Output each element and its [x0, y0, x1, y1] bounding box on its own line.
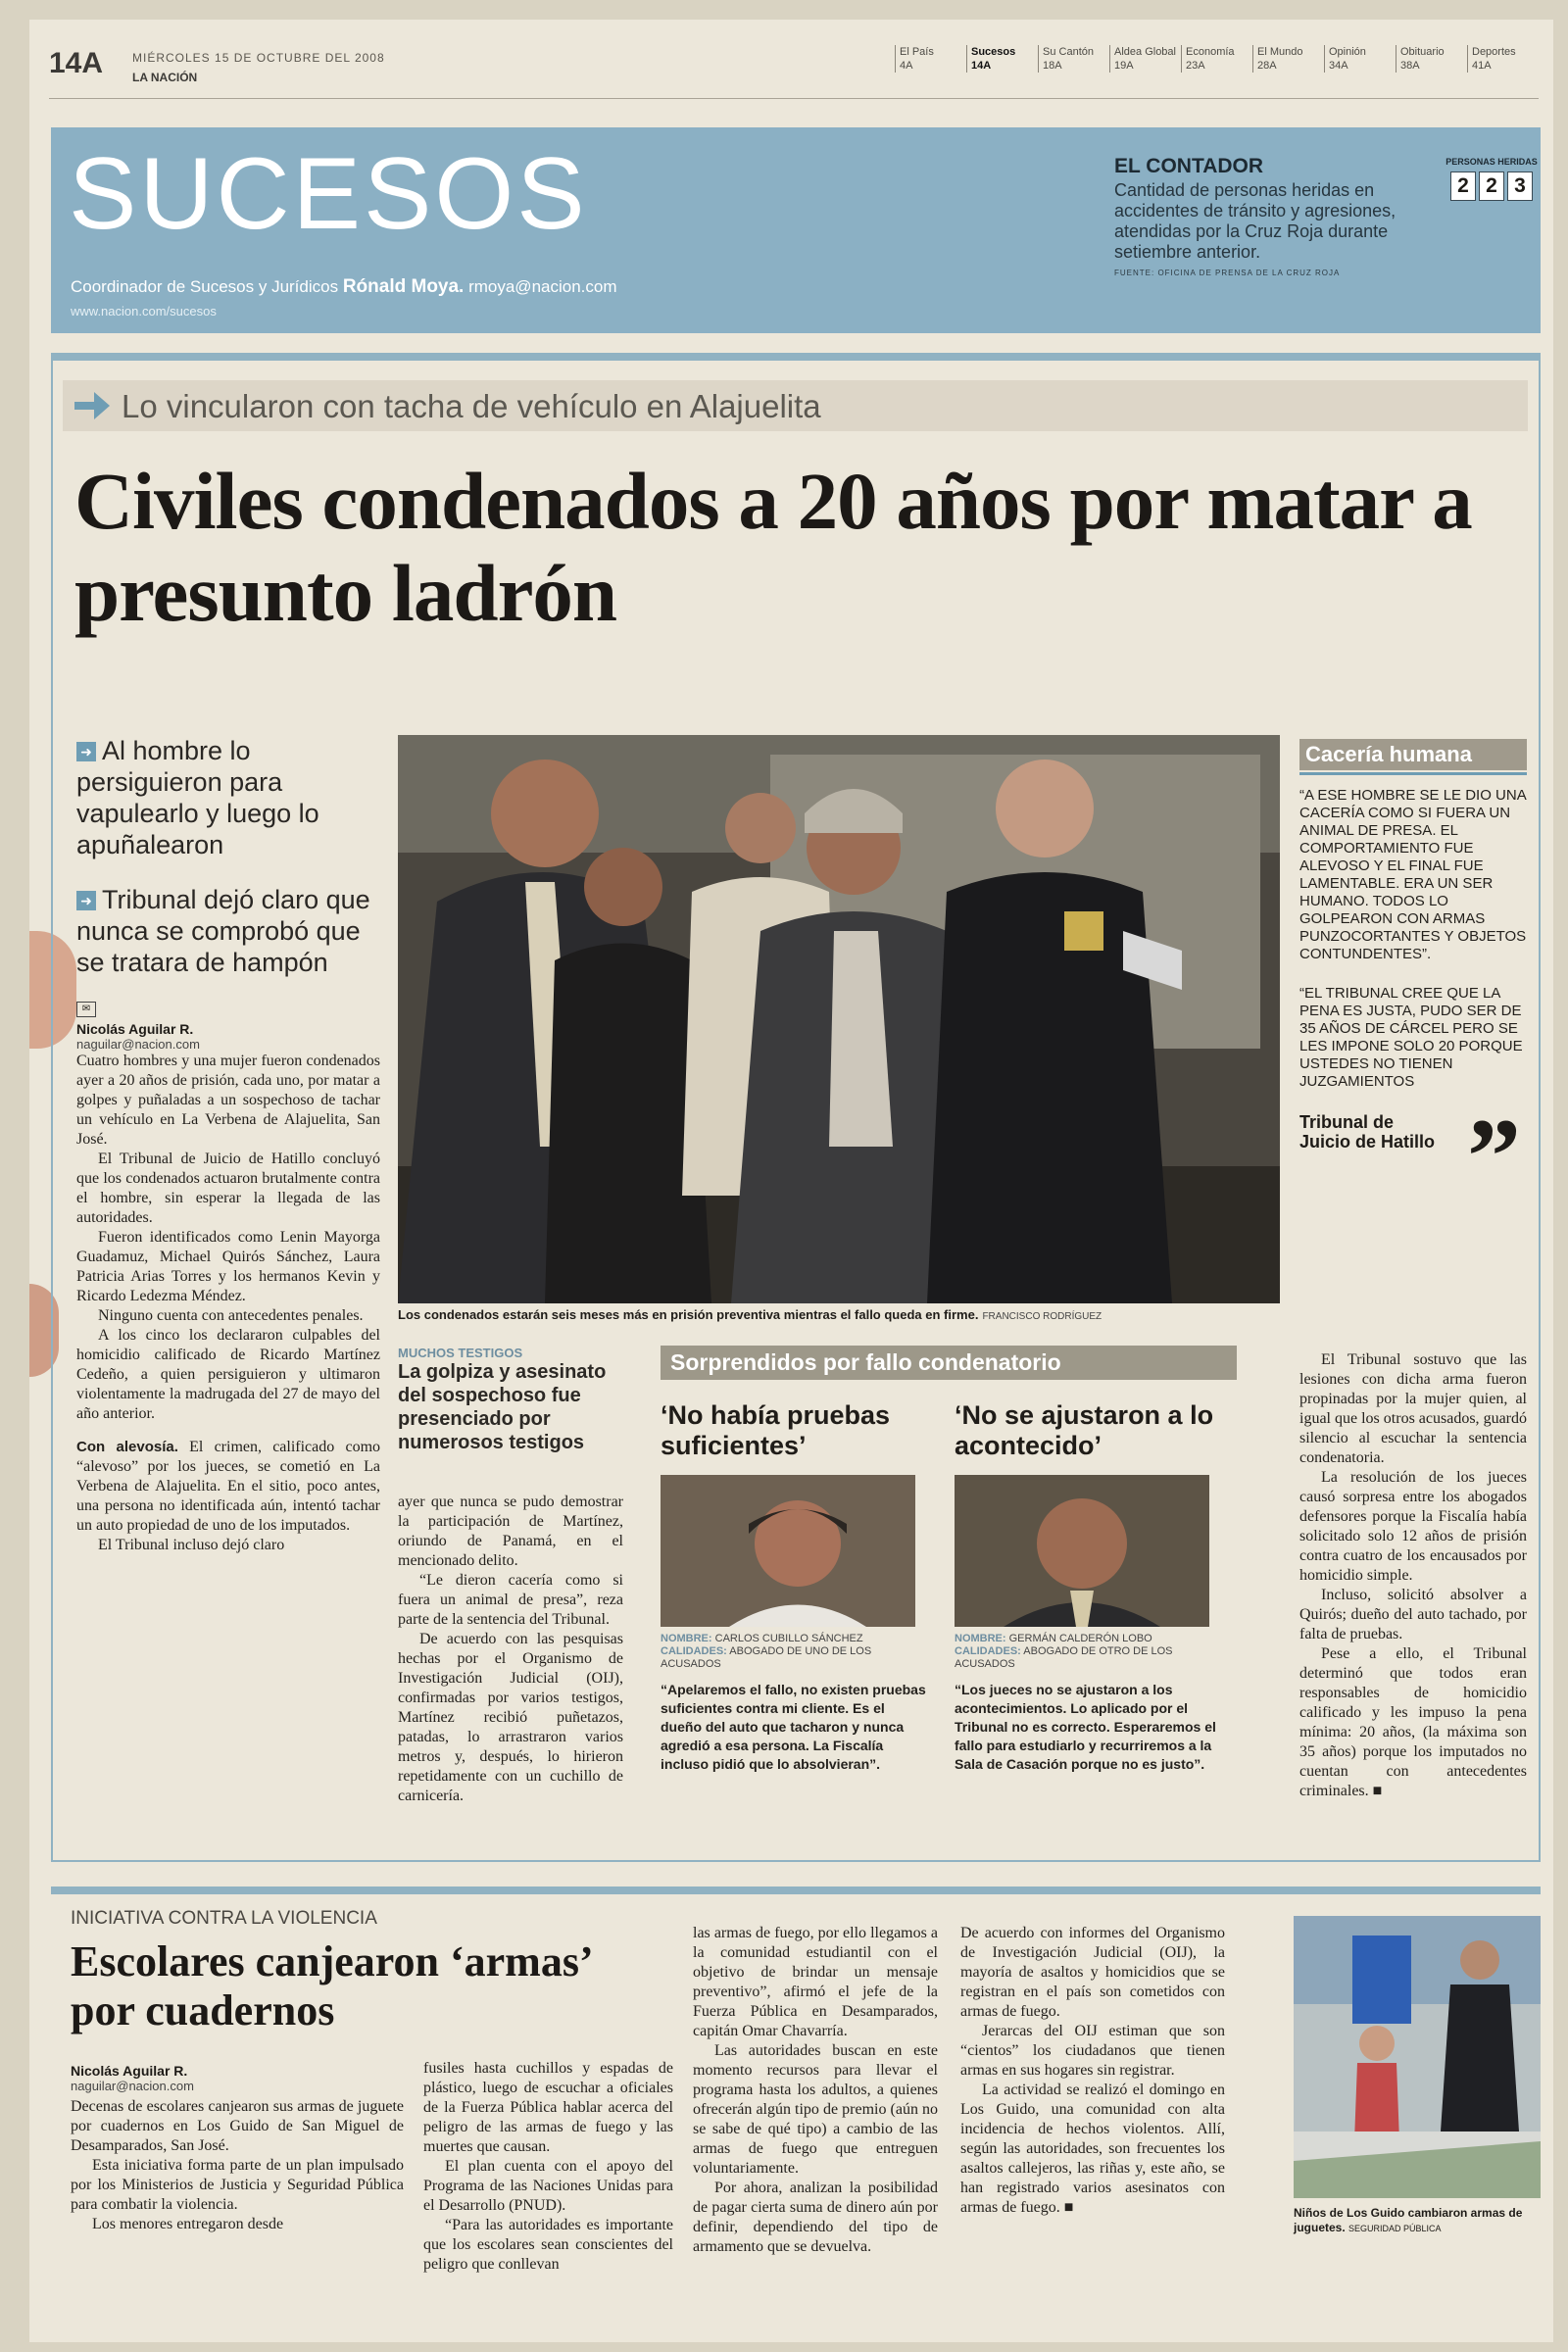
quote-mark-icon: ” [1467, 1097, 1521, 1216]
kicker-bar [63, 380, 1528, 431]
lawyer-statement: “Apelaremos el fallo, no existen pruebas suficientes contra mi cliente. Es el dueño del auto que tacharon y nunca agredió a esa persona. La Fiscalía incluso pidió que lo absolvieran”. [661, 1682, 926, 1772]
top-bar [49, 39, 1539, 99]
story-column: Nicolás Aguilar R. naguilar@nacion.com Decenas de escolares canjearon sus armas de juguete por cuadernos en Los Guido de San Miguel de Desamparados, San José. Esta iniciativa forma parte de un plan impulsado por los Ministerios de Justicia y Seguridad Pública para combatir la violencia. Los menores entregaron desde [71, 2063, 404, 2232]
author-email: naguilar@nacion.com [76, 1037, 200, 1052]
testigos-box [398, 1346, 623, 1454]
contador-box [1114, 155, 1428, 277]
counter-label: PERSONAS HERIDAS [1446, 157, 1538, 167]
testigos-text: La golpiza y asesinato del sospechoso fue presenciado por numerosos testigos [398, 1361, 607, 1453]
byline: Nicolás Aguilar R. [76, 1021, 194, 1037]
photo-credit: FRANCISCO RODRÍGUEZ [982, 1311, 1102, 1322]
pull-quote: “EL TRIBUNAL CREE QUE LA PENA ES JUSTA, PUDO SER DE 35 AÑOS DE CÁRCEL PERO SE LES IMPONE SOLO 20 PORQUE USTEDES NO TIENEN JUZGAMIENTOS [1299, 985, 1523, 1090]
section-index-item: Deportes 41A [1467, 45, 1539, 73]
fallo-box [661, 1346, 1237, 1860]
section-index-item: Opinión 34A [1324, 45, 1396, 73]
photo-caption: Los condenados estarán seis meses más en prisión preventiva mientras el fallo queda en firme. FRANCISCO RODRÍGUEZ [398, 1307, 1102, 1322]
section-index-item: Su Cantón 18A [1038, 45, 1109, 73]
main-story [51, 353, 1541, 1862]
author-email: naguilar@nacion.com [71, 2079, 194, 2093]
coordinator-line: Coordinador de Sucesos y Jurídicos Rónald Moya. rmoya@nacion.com [71, 276, 617, 297]
fallo-title: Sorprendidos por fallo condenatorio [661, 1346, 1237, 1380]
bullet-arrow-icon: ➜ [76, 742, 96, 761]
bullet-arrow-icon: ➜ [76, 891, 96, 910]
sidebar-title: Cacería humana [1299, 739, 1527, 770]
photo-credit: SEGURIDAD PÚBLICA [1348, 2224, 1442, 2233]
photo-caption: Niños de Los Guido cambiaron armas de juguetes. SEGURIDAD PÚBLICA [1294, 2206, 1523, 2234]
section-index-item: El Mundo 28A [1252, 45, 1324, 73]
section-web-link: www.nacion.com/sucesos [71, 304, 217, 318]
story-column: fusiles hasta cuchillos y espadas de plástico, luego de escuchar a oficiales de la Fuerza Pública hablar acerca del peligro de las armas de fuego y las muertes que causan. El plan cuenta con el apoyo del Programa de las Naciones Unidas para el Desarrollo (PNUD). “Para las autoridades es importante que los escolares sean conscientes del peligro que conllevan [423, 2060, 673, 2273]
section-title: SUCESOS [69, 137, 588, 251]
pull-quote: “A ESE HOMBRE SE LE DIO UNA CACERÍA COMO SI FUERA UN ANIMAL DE PRESA. EL COMPORTAMIENTO FUE ALEVOSO Y EL FINAL FUE LAMENTABLE. ERA UN SER HUMANO. TODOS LO GOLPEARON CON ARMAS PUNZOCORTANTES Y OBJETOS CONTUNDENTES”. [1299, 787, 1527, 962]
story-kicker: Lo vincularon con tacha de vehículo en Alajuelita [122, 388, 821, 424]
quote-source: Tribunal de Juicio de Hatillo [1299, 1112, 1436, 1152]
section-index-item: Sucesos 14A [966, 45, 1038, 73]
section-index-item: Obituario 38A [1396, 45, 1467, 73]
court-photo [398, 735, 1280, 1303]
lawyer-meta: NOMBRE: GERMÁN CALDERÓN LOBO CALIDADES: ABOGADO DE OTRO DE LOS ACUSADOS [955, 1633, 1173, 1670]
email-icon: ✉ [76, 1002, 96, 1017]
sidebar-caceria [1299, 739, 1527, 1216]
testigos-heading: MUCHOS TESTIGOS [398, 1346, 523, 1360]
counter-digit: 2 [1479, 172, 1504, 201]
subhead: Con alevosía. [76, 1439, 178, 1455]
counter-digit: 2 [1450, 172, 1476, 201]
byline: Nicolás Aguilar R. [71, 2063, 188, 2079]
paper-name: LA NACIÓN [132, 71, 198, 84]
page-number: 14A [49, 47, 104, 79]
story-middle-column: ayer que nunca se pudo demostrar la participación de Martínez, oriundo de Panamá, en el mencionado delito. “Le dieron cacería como si fuera un animal de presa”, reza parte de la sentencia del Tribunal. De acuerdo con las pesquisas hechas por el Organismo de Investigación Judicial (OIJ), confirmadas por varios testigos, Martínez recibió puñetazos, patadas, lo arrastraron varios metros y, después, lo hirieron repetidamente con un cuchillo de carnicería. [398, 1494, 623, 1804]
counter-digit: 3 [1507, 172, 1533, 201]
story-left-column [76, 735, 380, 1555]
lawyer-quote-head: ‘No había pruebas suficientes’ [661, 1400, 891, 1460]
contador-description: Cantidad de personas heridas en accidentes de tránsito y agresiones, atendidas por la Cruz Roja durante setiembre anterior. [1114, 180, 1396, 262]
lawyer-quote [661, 1400, 929, 1774]
contador-source: FUENTE: OFICINA DE PRENSA DE LA CRUZ ROJA [1114, 269, 1341, 277]
summary-bullet: ➜ Tribunal dejó claro que nunca se comprobó que se tratara de hampón [76, 885, 370, 977]
section-index-item: Aldea Global 19A [1109, 45, 1181, 73]
story-column: las armas de fuego, por ello llegamos a la comunidad estudiantil con el objetivo de brindar un mensaje preventivo”, afirmó el jefe de la Fuerza Pública en Desamparados, capitán Omar Chavarría. Las autoridades buscan en este momento recursos para llevar el programa hasta los adultos, a quienes ofrecerán algún tipo de premio (aún no se sabe de qué tipo) a cambio de las armas de fuego que entreguen voluntariamente. Por ahora, analizan la posibilidad de pagar cierta suma de dinero aún por definir, dependiendo del tipo de armamento que se devuelva. [693, 1925, 938, 2255]
dateline: MIÉRCOLES 15 DE OCTUBRE DEL 2008 [132, 51, 385, 65]
lawyer-meta: NOMBRE: CARLOS CUBILLO SÁNCHEZ CALIDADES: ABOGADO DE UNO DE LOS ACUSADOS [661, 1633, 872, 1670]
lawyer-photo [661, 1475, 915, 1627]
section-index-item: Economía 23A [1181, 45, 1252, 73]
lawyer-statement: “Los jueces no se ajustaron a los acontecimientos. Lo aplicado por el Tribunal no es correcto. Esperaremos el fallo para estudiarlo y recurriremos a la Sala de Casación porque no es justo”. [955, 1682, 1216, 1772]
children-photo [1294, 1916, 1541, 2198]
arrow-right-icon [73, 388, 112, 423]
story-column: De acuerdo con informes del Organismo de Investigación Judicial (OIJ), la mayoría de asaltos y homicidios que se registran en el país son cometidos con armas de fuego. Jerarcas del OIJ estiman que son “cientos” los ciudadanos que tienen armas en sus hogares sin registrar. La actividad se realizó el domingo en Los Guido, una comunidad con alta incidencia de hechos violentos. Allí, según las autoridades, son frecuentes los asaltos callejeros, las riñas y, este año, se han registrado varios asesinatos con armas de fuego. ■ [960, 1925, 1225, 2216]
story-headline: Civiles condenados a 20 años por matar a presunto ladrón [74, 456, 1472, 638]
summary-bullet: ➜ Al hombre lo persiguieron para vapulearlo y luego lo apuñalearon [76, 736, 319, 859]
story-headline: Escolares canjearon ‘armas’ por cuadernos [71, 1937, 591, 2034]
newspaper-page [29, 20, 1553, 2342]
story-body: Cuatro hombres y una mujer fueron condenados ayer a 20 años de prisión, cada uno, por matar a golpes y puñaladas a un sospechoso de tachar un vehículo en La Verbena de Alajuelita, San José. El Tribunal de Juicio de Hatillo concluyó que los condenados actuaron brutalmente contra el hombre, sin esperar la llegada de las autoridades. Fueron identificados como Lenin Mayorga Guadamuz, Michael Quirós Sánchez, Laura Patricia Arias Torres y los hermanos Kevin y Ricardo Ledezma Méndez. Ninguno cuenta con antecedentes penales. A los cinco los declararon culpables del homicidio calificado de Ricardo Martínez Cedeño, a quien persiguieron y ultimaron violentamente la madrugada del 27 de mayo del año anterior. Con alevosía. El crimen, calificado como “alevoso” por los jueces, se cometió en La Verbena de Alajuelita. En el sitio, poco antes, una persona no identificada aún, intentó tachar un auto propiedad de uno de los imputados. El Tribunal incluso dejó claro [76, 1053, 381, 1553]
section-index [895, 45, 1539, 73]
divider [1299, 772, 1527, 775]
section-index-item: El País 4A [895, 45, 966, 73]
lawyer-photo [955, 1475, 1209, 1627]
lawyer-quote [955, 1400, 1223, 1774]
secondary-story [51, 1886, 1541, 2342]
section-masthead [51, 127, 1541, 333]
story-right-column: El Tribunal sostuvo que las lesiones con dicha arma fueron propinadas por la mujer quien, al igual que los otros acusados, guardó silencio al escuchar la sentencia condenatoria. La resolución de los jueces causó sorpresa entre los abogados defensores porque la Fiscalía había solicitado solo 12 años de prisión contra cuatro de los encausados por homicidio simple. Incluso, solicitó absolver a Quirós; dueño del auto tachado, por falta de pruebas. Pese a ello, el Tribunal determinó que todos eran responsables de homicidio calificado y les impuso la pena mínima: 20 años, (la máxima son 35 años) porque los imputados no cuentan con antecedentes criminales. ■ [1299, 1351, 1527, 1799]
injured-counter [1443, 157, 1541, 201]
story-kicker: INICIATIVA CONTRA LA VIOLENCIA [71, 1908, 377, 1929]
lawyer-quote-head: ‘No se ajustaron a lo acontecido’ [955, 1400, 1214, 1460]
contador-title: EL CONTADOR [1114, 155, 1264, 177]
